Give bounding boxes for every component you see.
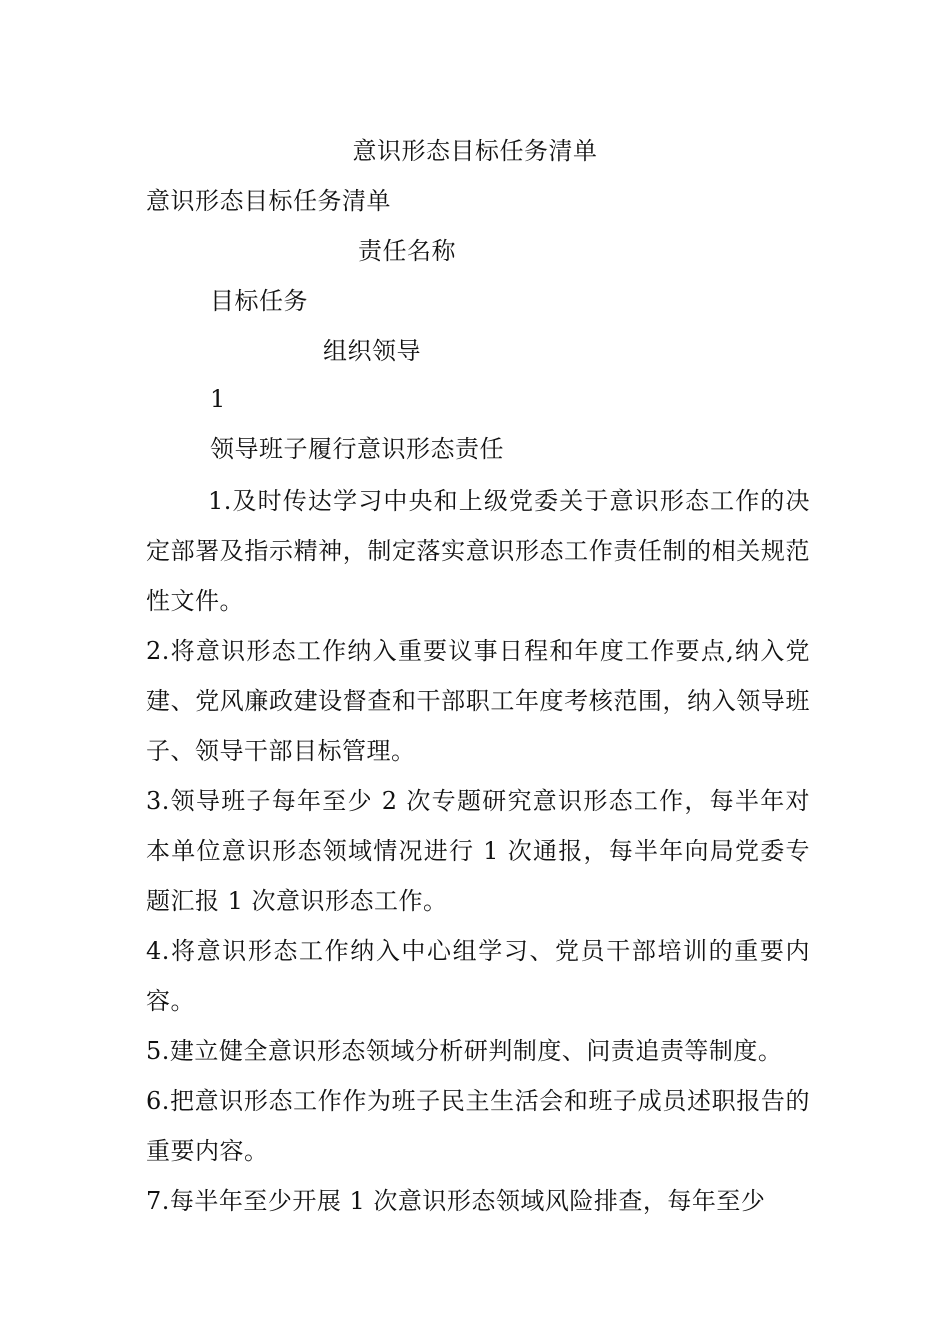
task-paragraph-1: 1.及时传达学习中央和上级党委关于意识形态工作的决定部署及指示精神，制定落实意识形态工作责任制的相关规范性文件。 <box>146 487 810 615</box>
document-title: 意识形态目标任务清单 <box>352 137 598 165</box>
task-paragraph-6: 6.把意识形态工作作为班子民主生活会和班子成员述职报告的重要内容。 <box>146 1087 810 1165</box>
item-name: 领导班子履行意识形态责任 <box>210 435 504 463</box>
goal-task-heading: 目标任务 <box>210 287 308 315</box>
organization-leadership-heading: 组织领导 <box>323 337 421 365</box>
task-paragraph-4: 4.将意识形态工作纳入中心组学习、党员干部培训的重要内容。 <box>146 937 810 1015</box>
task-paragraph-3: 3.领导班子每年至少 2 次专题研究意识形态工作，每半年对本单位意识形态领域情况进行 1 次通报，每半年向局党委专题汇报 1 次意识形态工作。 <box>146 787 810 915</box>
task-paragraph-7: 7.每半年至少开展 1 次意识形态领域风险排查，每年至少 <box>146 1187 766 1215</box>
task-paragraph-5: 5.建立健全意识形态领域分析研判制度、问责追责等制度。 <box>146 1037 783 1065</box>
responsibility-name-heading: 责任名称 <box>358 237 456 265</box>
item-number: 1 <box>210 385 226 413</box>
document-subtitle: 意识形态目标任务清单 <box>146 187 391 215</box>
task-paragraph-2: 2.将意识形态工作纳入重要议事日程和年度工作要点,纳入党建、党风廉政建设督查和干部职工年度考核范围，纳入领导班子、领导干部目标管理。 <box>146 637 810 765</box>
task-list <box>146 476 810 1226</box>
